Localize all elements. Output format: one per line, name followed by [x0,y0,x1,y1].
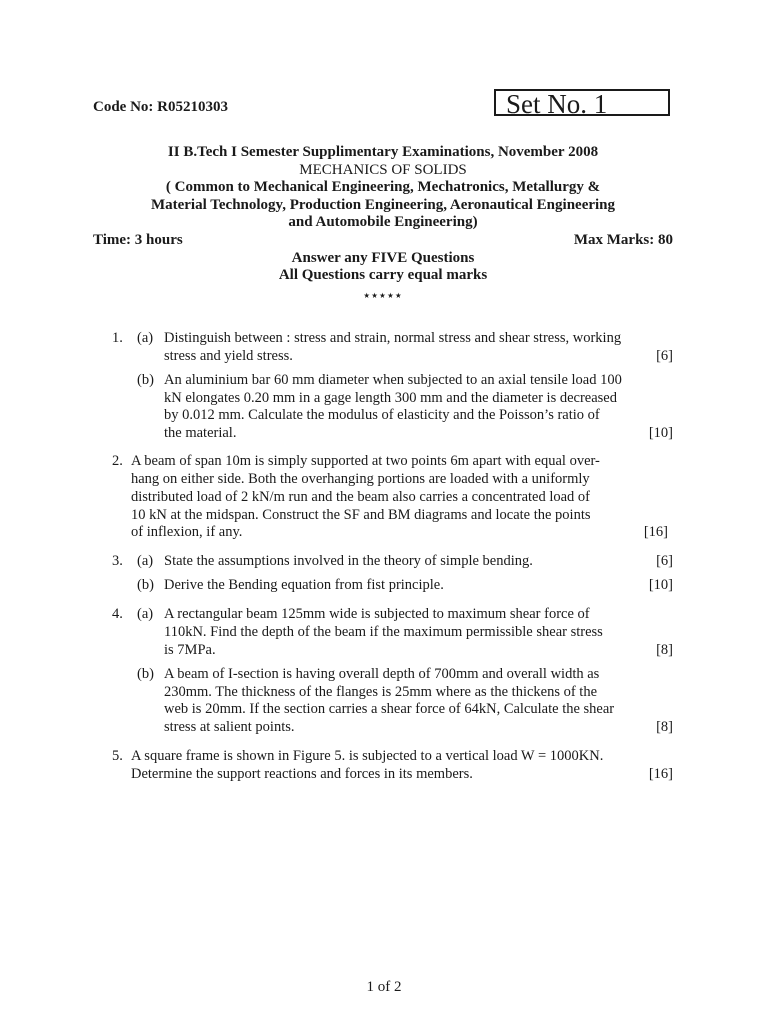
question-text: by 0.012 mm. Calculate the modulus of elasticity and the Poisson’s ratio of [164,407,600,423]
question-text: stress and yield stress. [164,348,293,364]
max-marks-label: Max Marks: 80 [573,232,673,248]
question-text: Distinguish between : stress and strain, normal stress and shear stress, working [164,330,622,346]
common-to-line-2: Material Technology, Production Engineering, Aeronautical Engineering [150,197,616,213]
subquestion-label: (b) [137,577,154,593]
question-text: hang on either side. Both the overhanging portions are loaded with a uniformly [131,471,590,487]
marks-label: [6] [656,553,673,569]
marks-label: [8] [656,642,673,658]
marks-label: [16] [643,524,668,540]
instruction-2: All Questions carry equal marks [278,267,488,283]
question-number: 4. [112,606,123,622]
question-number: 5. [112,748,123,764]
question-number: 1. [112,330,123,346]
marks-label: [10] [648,577,673,593]
question-text: State the assumptions involved in the theory of simple bending. [164,553,533,569]
marks-label: [10] [648,425,673,441]
question-text: the material. [164,425,237,441]
question-text: A square frame is shown in Figure 5. is subjected to a vertical load W = 1000KN. [131,748,604,764]
common-to-line-1: ( Common to Mechanical Engineering, Mechatronics, Metallurgy & [165,179,601,195]
question-text: web is 20mm. If the section carries a shear force of 64kN, Calculate the shear [164,701,615,717]
stars-divider: ⋆⋆⋆⋆⋆ [363,290,403,302]
question-text: of inflexion, if any. [131,524,243,540]
question-text: 110kN. Find the depth of the beam if the maximum permissible shear stress [164,624,603,640]
question-text: distributed load of 2 kN/m run and the beam also carries a concentrated load of [131,489,591,505]
question-text: Determine the support reactions and forces in its members. [131,766,473,782]
subquestion-label: (a) [137,606,154,622]
subquestion-label: (a) [137,330,154,346]
question-text: A beam of I-section is having overall depth of 700mm and overall width as [164,666,600,682]
question-text: stress at salient points. [164,719,295,735]
question-text: A beam of span 10m is simply supported at two points 6m apart with equal over- [131,453,600,469]
marks-label: [6] [656,348,673,364]
code-number: Code No: R05210303 [93,99,228,115]
page-number: 1 of 2 [366,979,402,995]
question-text: 10 kN at the midspan. Construct the SF and BM diagrams and locate the points [131,507,591,523]
set-number-box: Set No. 1 [494,89,670,116]
common-to-line-3: and Automobile Engineering) [288,214,478,230]
time-marks-row [93,232,673,249]
subquestion-label: (b) [137,666,154,682]
marks-label: [16] [648,766,673,782]
question-number: 3. [112,553,123,569]
subject-title: MECHANICS OF SOLIDS [299,162,467,178]
question-text: An aluminium bar 60 mm diameter when subjected to an axial tensile load 100 [164,372,622,388]
instruction-1: Answer any FIVE Questions [291,250,475,266]
exam-title: II B.Tech I Semester Supplimentary Examinations, November 2008 [167,144,599,160]
question-text: kN elongates 0.20 mm in a gage length 300 mm and the diameter is decreased [164,390,617,406]
question-text: is 7MPa. [164,642,216,658]
question-text: Derive the Bending equation from fist principle. [164,577,444,593]
subquestion-label: (a) [137,553,154,569]
marks-label: [8] [656,719,673,735]
subquestion-label: (b) [137,372,154,388]
question-number: 2. [112,453,123,469]
time-label: Time: 3 hours [93,232,183,248]
question-text: A rectangular beam 125mm wide is subjected to maximum shear force of [164,606,590,622]
question-text: 230mm. The thickness of the flanges is 25mm where as the thickens of the [164,684,598,700]
